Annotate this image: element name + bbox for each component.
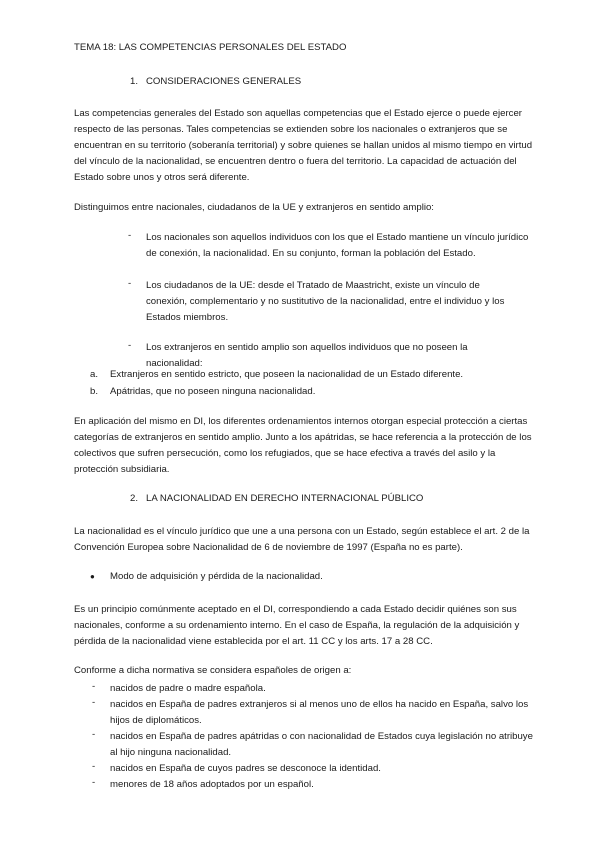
sublist-marker: b.: [90, 386, 99, 397]
dash-marker: -: [92, 681, 96, 692]
list-item-text: menores de 18 años adoptados por un español.: [110, 779, 314, 790]
paragraph-1: Las competencias generales del Estado son aquellas competencias que el Estado ejerce o puede ejercer respecto de las personas. Tales competencias se extienden sobre los nacionales o extranjeros que se encuentran en su territorio (soberanía territorial) y sobre quienes se hallan unidos al mismo tiempo en virtud del vínculo de la nacionalidad, se encuentren dentro o fuera del territorio. La capacidad de actuación del Estado sobre unos y otros será diferente.: [74, 108, 533, 183]
bullet-marker: ●: [90, 572, 95, 581]
sublist-marker: a.: [90, 369, 99, 380]
list-item-text: Los nacionales son aquellos individuos con los que el Estado mantiene un vínculo jurídico de conexión, la nacionalidad. En su conjunto, forman la población del Estado.: [146, 232, 529, 259]
bullet-text: Modo de adquisición y pérdida de la nacionalidad.: [110, 571, 323, 582]
dash-marker: -: [92, 761, 96, 772]
section-2-heading: LA NACIONALIDAD EN DERECHO INTERNACIONAL PÚBLICO: [146, 493, 424, 504]
paragraph-6: Conforme a dicha normativa se considera españoles de origen a:: [74, 665, 352, 676]
section-2-number: 2.: [130, 493, 139, 504]
dash-marker: -: [92, 777, 96, 788]
paragraph-5: Es un principio comúnmente aceptado en el DI, correspondiendo a cada Estado decidir quiénes son sus nacionales, conforme a su ordenamiento interno. En el caso de España, la regulación de la adquisición y pérdida de la nacionalidad viene establecida por el art. 11 CC y los arts. 17 a 28 CC.: [74, 604, 520, 647]
section-1-number: 1.: [130, 76, 139, 87]
list-item-text: nacidos de padre o madre española.: [110, 683, 266, 694]
dash-marker: -: [92, 729, 96, 740]
dash-marker: -: [128, 340, 132, 351]
list-item-text: Los extranjeros en sentido amplio son aquellos individuos que no poseen la nacionalidad:: [146, 342, 468, 369]
page-title: TEMA 18: LAS COMPETENCIAS PERSONALES DEL ESTADO: [74, 42, 347, 53]
section-1-heading: CONSIDERACIONES GENERALES: [146, 76, 302, 87]
paragraph-4: La nacionalidad es el vínculo jurídico que une a una persona con un Estado, según establece el art. 2 de la Convención Europea sobre Nacionalidad de 6 de noviembre de 1997 (España no es parte).: [74, 526, 530, 553]
dash-marker: -: [128, 230, 132, 241]
dash-marker: -: [128, 278, 132, 289]
list-item-text: nacidos en España de cuyos padres se desconoce la identidad.: [110, 763, 381, 774]
dash-marker: -: [92, 697, 96, 708]
list-item-text: nacidos en España de padres extranjeros si al menos uno de ellos ha nacido en España, salvo los hijos de diplomáticos.: [110, 699, 529, 726]
sublist-text: Extranjeros en sentido estricto, que poseen la nacionalidad de un Estado diferente.: [110, 369, 464, 380]
list-item-text: Los ciudadanos de la UE: desde el Tratado de Maastricht, existe un vínculo de conexión, complementario y no sustitutivo de la nacionalidad, entre el individuo y los Estados miembros.: [146, 280, 505, 323]
list-item-text: nacidos en España de padres apátridas o con nacionalidad de Estados cuya legislación no atribuye al hijo ninguna nacionalidad.: [110, 731, 533, 758]
sublist-text: Apátridas, que no poseen ninguna nacionalidad.: [110, 386, 316, 397]
paragraph-3: En aplicación del mismo en DI, los diferentes ordenamientos internos otorgan especial protección a ciertas categorías de extranjeros en sentido amplio. Junto a los apátridas, se hace referencia a la protección de los colectivos que sufren persecución, como los refugiados, que se hace efectiva a través del asilo y la protección subsidiaria.: [74, 416, 532, 475]
paragraph-2: Distinguimos entre nacionales, ciudadanos de la UE y extranjeros en sentido amplio:: [74, 202, 434, 213]
